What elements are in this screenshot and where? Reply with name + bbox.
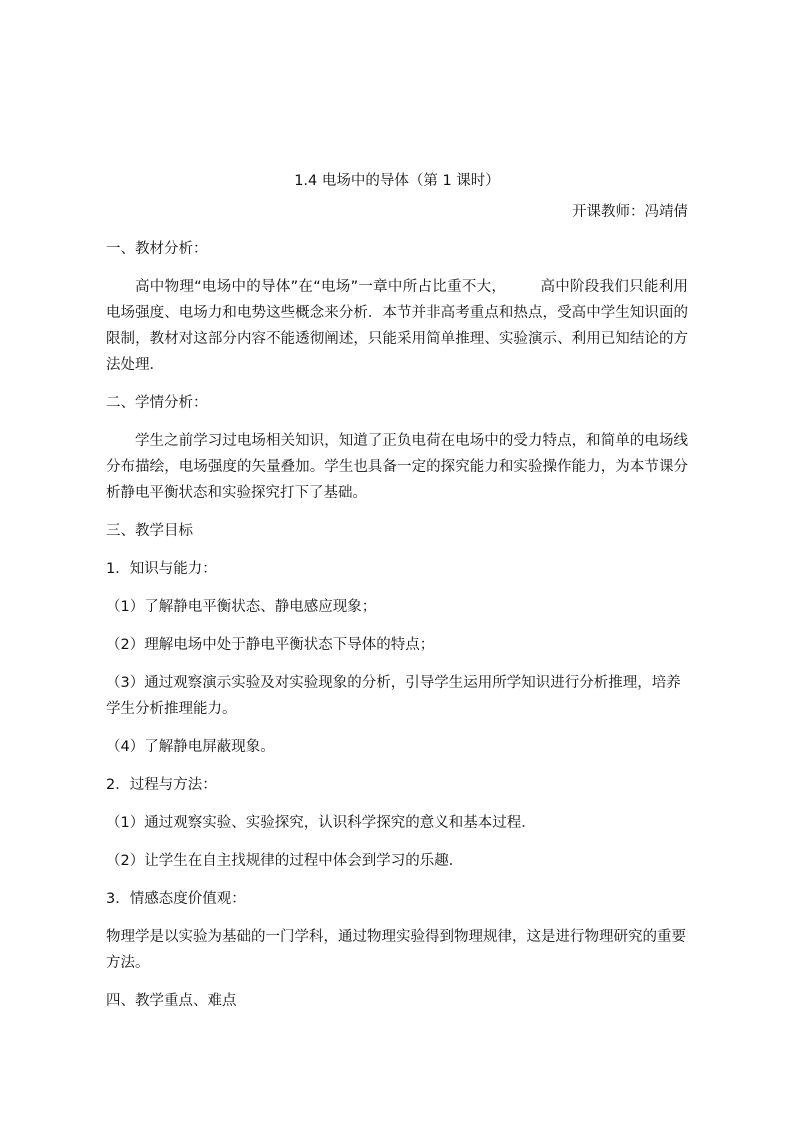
goal-heading-attitude: 3．情感态度价值观： [106, 891, 246, 907]
text-gap [506, 279, 540, 295]
student-analysis-paragraph: 学生之前学习过电场相关知识，知道了正负电荷在电场中的受力特点，和简单的电场线分布描绘，电场强度的矢量叠加。学生也具备一定的探究能力和实验操作能力，为本节课分析静电平衡状态和实验探究打下了基础。 [106, 433, 688, 501]
section-heading-key-points: 四、教学重点、难点 [106, 993, 237, 1009]
goal-item: （3）通过观察演示实验及对实验现象的分析，引导学生运用所学知识进行分析推理，培养学生分析推理能力。 [106, 675, 681, 717]
goal-item: （2）让学生在自主找规律的过程中体会到学习的乐趣． [106, 853, 464, 869]
goal-item: （1）通过观察实验、实验探究，认识科学探究的意义和基本过程． [106, 815, 536, 831]
teacher-name: 开课教师：冯靖倩 [572, 204, 688, 220]
goal-item: （2）理解电场中处于静电平衡状态下导体的特点； [106, 637, 435, 653]
goal-heading-process: 2．过程与方法： [106, 777, 217, 793]
textbook-analysis-paragraph [106, 274, 688, 378]
goal-item: （4）了解静电屏蔽现象。 [106, 739, 275, 755]
document-title: 1.4 电场中的导体（第 1 课时） [294, 173, 500, 189]
goal-heading-knowledge: 1．知识与能力： [106, 561, 217, 577]
attitude-paragraph: 物理学是以实验为基础的一门学科，通过物理实验得到物理规律，这是进行物理研究的重要方法。 [106, 929, 686, 971]
textbook-analysis-text-a: 高中物理“电场中的导体”在“电场”一章中所占比重不大， [135, 279, 507, 295]
section-heading-student-analysis: 二、学情分析： [106, 395, 208, 411]
section-heading-textbook-analysis: 一、教材分析： [106, 241, 208, 257]
section-heading-teaching-goals: 三、教学目标 [106, 523, 193, 539]
textbook-analysis-text-b: 高中阶段我们只能利用电场强度、电场力和电势这些概念来分析．本节并非高考重点和热点，受高中学生知识面的限制，教材对这部分内容不能透彻阐述，只能采用简单推理、实验演示、利用已知结论的方法处理． [106, 279, 689, 373]
document-body [106, 168, 688, 1026]
goal-item: （1）了解静电平衡状态、静电感应现象； [106, 599, 377, 615]
